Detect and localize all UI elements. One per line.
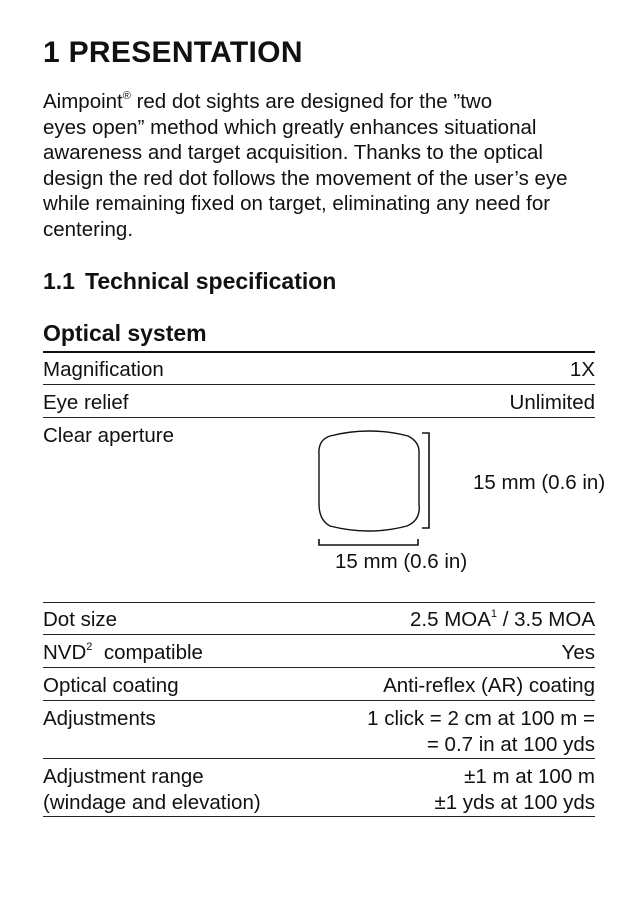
section-heading-title: Technical specification <box>84 268 337 294</box>
spec-label: Clear aperture <box>43 424 175 447</box>
spec-value: Yes <box>561 641 595 664</box>
spec-row-nvd <box>43 640 595 666</box>
spec-row-dot-size <box>43 607 595 633</box>
height-dimension-bracket <box>422 433 429 528</box>
spec-label: Eye relief <box>43 391 129 414</box>
spec-value: Anti-reflex (AR) coating <box>383 674 595 697</box>
intro-paragraph <box>43 89 603 242</box>
spec-value: Unlimited <box>509 391 595 414</box>
row-divider <box>43 634 595 635</box>
aperture-shape <box>319 431 419 531</box>
dot-size-value-b: / 3.5 MOA <box>497 608 595 631</box>
adjustment-range-value-line-1: ±1 m at 100 m <box>464 765 595 788</box>
spec-label: Dot size <box>43 608 118 631</box>
heading-rule <box>43 351 595 353</box>
spec-label: Optical coating <box>43 674 179 697</box>
adjustment-range-label-line-2: (windage and elevation) <box>43 790 261 814</box>
intro-line-6: centering. <box>43 217 134 241</box>
spec-row-adjustments <box>43 706 595 757</box>
intro-line-5: while remaining fixed on target, eliminating any need for <box>43 192 551 215</box>
spec-value <box>367 706 595 757</box>
intro-line-3: awareness and target acquisition. Thanks to the optical <box>43 141 543 164</box>
page-title: 1 PRESENTATION <box>43 36 303 69</box>
row-divider <box>43 667 595 668</box>
adjustment-range-value-line-2: ±1 yds at 100 yds <box>434 790 595 814</box>
footnote-ref-2: 2 <box>86 641 93 653</box>
registered-mark: ® <box>122 90 131 102</box>
spec-row-optical-coating <box>43 673 595 699</box>
dot-size-value-a: 2.5 MOA <box>410 608 491 631</box>
row-divider <box>43 816 595 817</box>
adjustments-value-line-2: = 0.7 in at 100 yds <box>426 732 595 756</box>
row-divider <box>43 758 595 759</box>
spec-row-magnification <box>43 357 595 383</box>
spec-value <box>434 764 595 815</box>
nvd-label-a: NVD <box>43 641 87 664</box>
aperture-height-label: 15 mm (0.6 in) <box>473 471 606 494</box>
row-divider <box>43 700 595 701</box>
nvd-label-b: compatible <box>92 641 203 664</box>
spec-value: 1X <box>569 358 595 381</box>
spec-label: Adjustments <box>43 707 156 730</box>
spec-value <box>410 607 595 633</box>
optical-system-heading: Optical system <box>43 320 207 346</box>
spec-label <box>43 640 203 666</box>
footnote-ref-1: 1 <box>490 608 498 620</box>
spec-row-adjustment-range <box>43 764 595 815</box>
aperture-outline-svg <box>313 428 443 553</box>
intro-line-1: red dot sights are designed for the ”two <box>130 90 493 113</box>
aperture-width-label: 15 mm (0.6 in) <box>335 550 468 573</box>
spec-row-eye-relief <box>43 390 595 416</box>
row-divider <box>43 602 595 603</box>
section-number: 1.1 <box>43 268 75 294</box>
spec-label: Magnification <box>43 358 164 381</box>
spec-label <box>43 764 261 815</box>
width-dimension-bracket <box>319 539 418 545</box>
intro-line-4: design the red dot follows the movement of the user’s eye <box>43 166 568 190</box>
adjustment-range-label-line-1: Adjustment range <box>43 765 204 788</box>
row-divider <box>43 384 595 385</box>
row-divider <box>43 417 595 418</box>
intro-line-2: eyes open” method which greatly enhances situational <box>43 115 537 139</box>
intro-brand: Aimpoint <box>43 90 123 113</box>
adjustments-value-line-1: 1 click = 2 cm at 100 m = <box>367 707 595 730</box>
section-heading <box>43 268 336 295</box>
